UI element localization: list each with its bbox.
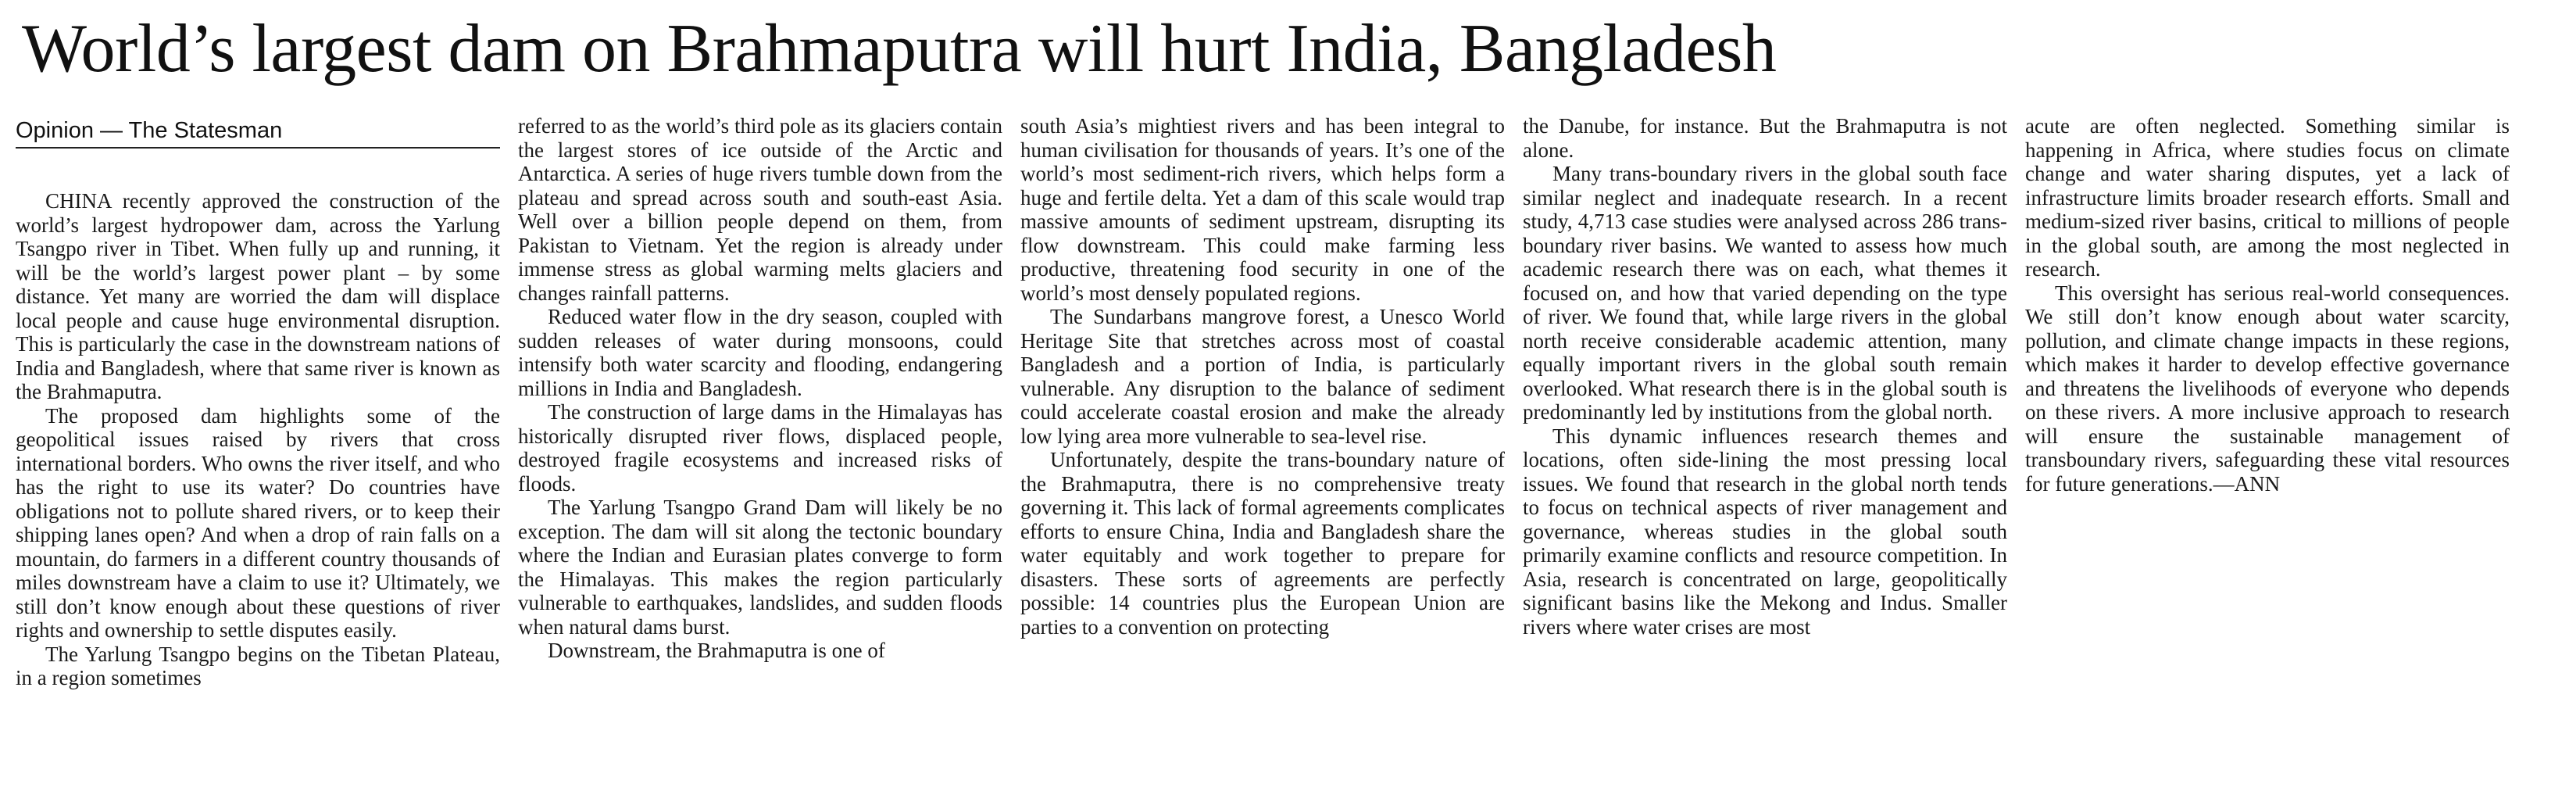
article-column-5 (2025, 114, 2510, 802)
paragraph: the Danube, for instance. But the Brahmaputra is not alone. (1523, 114, 2007, 162)
paragraph: south Asia’s mightiest rivers and has been integral to human civilisation for thousands of years. It’s one of the world’s most sediment-rich rivers, which helps form a huge and fertile delta. Yet a dam of this scale would trap massive amounts of sediment upstream, disrupting its flow downstream. This could make farming less productive, threatening food security in one of the world’s most densely populated regions. (1020, 114, 1505, 305)
paragraph: acute are often neglected. Something similar is happening in Africa, where studies focus on climate change and water sharing disputes, yet a lack of infrastructure limits broader research efforts. Small and medium-sized river basins, critical to millions of people in the global south, are among the most neglected in research. (2025, 114, 2510, 281)
paragraph: The Yarlung Tsangpo Grand Dam will likely be no exception. The dam will sit along the tectonic boundary where the Indian and Eurasian plates converge to form the Himalayas. This makes the region particularly vulnerable to earthquakes, landslides, and sudden floods when natural dams burst. (518, 496, 1002, 639)
byline: Opinion — The Statesman (16, 118, 283, 143)
paragraph: Unfortunately, despite the trans-boundary nature of the Brahmaputra, there is no comprehensive treaty governing it. This lack of formal agreements complicates efforts to ensure China, India and Bangladesh share the water equitably and work together to prepare for disasters. These sorts of agreements are perfectly possible: 14 countries plus the European Union are parties to a convention on protecting (1020, 448, 1505, 639)
paragraph: The Sundarbans mangrove forest, a Unesco World Heritage Site that stretches across most of coastal Bangladesh and a portion of India, is particularly vulnerable. Any disruption to the balance of sediment could accelerate coastal erosion and make the already low lying area more vulnerable to sea-level rise. (1020, 305, 1505, 448)
paragraph: This oversight has serious real-world consequences. We still don’t know enough about water scarcity, pollution, and climate change impacts in these regions, which makes it harder to develop effective governance and threatens the livelihoods of everyone who depends on these rivers. A more inclusive approach to research will ensure the sustainable management of transboundary rivers, safeguarding these vital resources for future generations.—ANN (2025, 281, 2510, 496)
paragraph: The Yarlung Tsangpo begins on the Tibetan Plateau, in a region sometimes (16, 642, 500, 689)
byline-divider (16, 147, 500, 149)
paragraph: Downstream, the Brahmaputra is one of (548, 639, 885, 662)
article-column-2 (518, 114, 1002, 802)
article-column-1 (16, 189, 500, 802)
paragraph: This dynamic influences research themes and locations, often side-lining the most pressing local issues. We found that research in the global north tends to focus on technical aspects of river management and governance, whereas studies in the global south primarily examine conflicts and resource competition. In Asia, research is concentrated on large, geopolitically significant basins like the Mekong and Indus. Smaller rivers where water crises are most (1523, 424, 2007, 639)
headline: World’s largest dam on Brahmaputra will hurt India, Bangladesh (22, 11, 1777, 87)
article-column-3 (1020, 114, 1505, 802)
paragraph: CHINA recently approved the construction of the world’s largest hydropower dam, across the Yarlung Tsangpo river in Tibet. When fully up and running, it will be the world’s largest power plant – by some distance. Yet many are worried the dam will displace local people and cause huge environmental disruption. This is particularly the case in the downstream nations of India and Bangladesh, where that same river is known as the Brahmaputra. (16, 189, 500, 403)
paragraph: Many trans-boundary rivers in the global south face similar neglect and inadequate research. In a recent study, 4,713 case studies were analysed across 286 trans-boundary river basins. We wanted to assess how much academic research there was on each, what themes it focused on, and how that varied depending on the type of river. We found that, while large rivers in the global north receive considerable academic attention, many equally important rivers in the global south remain overlooked. What research there is in the global south is predominantly led by institutions from the global north. (1523, 162, 2007, 424)
article-column-4 (1523, 114, 2007, 802)
paragraph: Reduced water flow in the dry season, coupled with sudden releases of water during monsoons, could intensify both water scarcity and flooding, endangering millions in India and Bangladesh. (518, 305, 1002, 400)
paragraph: referred to as the world’s third pole as its glaciers contain the largest stores of ice outside of the Arctic and Antarctica. A series of huge rivers tumble down from the plateau and spread across south and south-east Asia. Well over a billion people depend on them, from Pakistan to Vietnam. Yet the region is already under immense stress as global warming melts glaciers and changes rainfall patterns. (518, 114, 1002, 305)
paragraph: The proposed dam highlights some of the geopolitical issues raised by rivers that cross international borders. Who owns the river itself, and who has the right to use its water? Do countries have obligations not to pollute shared rivers, or to keep their shipping lanes open? And when a drop of rain falls on a mountain, do farmers in a different country thousands of miles downstream have a claim to use it? Ultimately, we still don’t know enough about these questions of river rights and ownership to settle disputes easily. (16, 403, 500, 642)
paragraph: The construction of large dams in the Himalayas has historically disrupted river flows, displaced people, destroyed fragile ecosystems and increased risks of floods. (518, 400, 1002, 496)
